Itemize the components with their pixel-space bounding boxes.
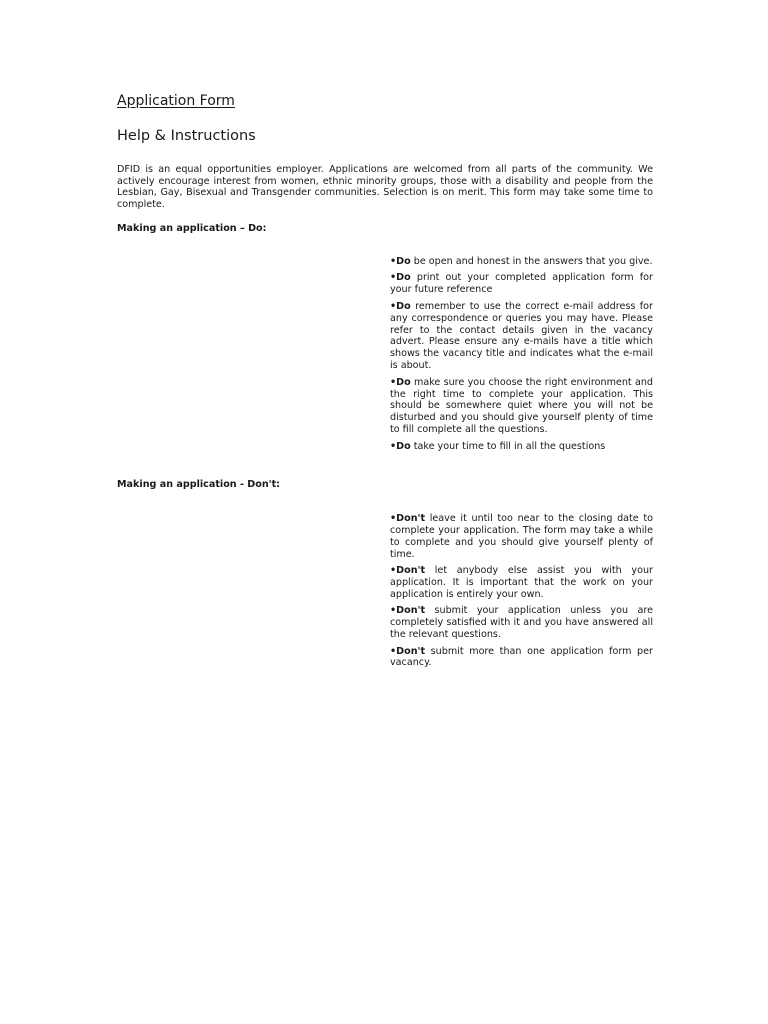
do-list [390,256,653,457]
dont-item [390,605,653,641]
dont-section-heading: Making an application - Don't: [117,479,281,490]
bullet-icon: • [390,645,397,657]
do-item-text: remember to use the correct e-mail address for any correspondence or queries you may have. Please refer to the contact details given in the vacancy advert. Please ensure any e-mails have a title which shows the vacancy title and indicates what the e-mail is about. [390,300,653,372]
do-section-heading: Making an application – Do: [117,223,267,234]
bullet-icon: • [390,300,397,312]
do-item-lead: Do [396,256,411,267]
do-item-text: take your time to fill in all the questions [410,440,606,452]
do-item [390,441,653,453]
bullet-icon: • [390,272,397,284]
dont-item-lead: Don't [396,605,426,617]
dont-item-text: submit your application unless you are completely satisfied with it and you have answered all the relevant questions. [390,605,653,641]
do-item-text: make sure you choose the right environment and the right time to complete your application. This should be somewhere quiet where you will not be disturbed and you should give yourself plenty of time to fill complete all the questions. [390,376,653,436]
dont-list [390,513,653,674]
do-item-text: be open and honest in the answers that you give. [410,256,653,267]
dont-item [390,646,653,670]
do-item-lead: Do [396,300,411,312]
intro-paragraph: DFID is an equal opportunities employer. Applications are welcomed from all parts of the community. We actively encourage interest from women, ethnic minority groups, those with a disability and people from the Lesbian, Gay, Bisexual and Transgender communities. Selection is on merit. This form may take some time to complete. [117,164,653,210]
page-title: Application Form [117,93,235,109]
page-subtitle: Help & Instructions [117,128,256,144]
bullet-icon: • [390,605,397,617]
dont-item-lead: Don't [396,513,426,524]
dont-item-text: submit more than one application form per vacancy. [390,645,653,669]
dont-item-lead: Don't [396,565,426,577]
bullet-icon: • [390,565,397,577]
do-item-lead: Do [396,376,411,388]
do-item-lead: Do [396,440,411,452]
bullet-icon: • [390,376,397,388]
dont-item [390,513,653,561]
do-item [390,272,653,296]
dont-item-lead: Don't [396,645,426,657]
dont-item-text: leave it until too near to the closing date to complete your application. The form may take a while to complete and you should give yourself plenty of time. [390,513,653,560]
bullet-icon: • [390,513,397,524]
do-item [390,377,653,437]
do-item-lead: Do [396,272,411,284]
do-item-text: print out your completed application form for your future reference [390,272,653,296]
dont-item-text: let anybody else assist you with your application. It is important that the work on your application is entirely your own. [390,565,653,600]
bullet-icon: • [390,440,397,452]
do-item [390,301,653,372]
do-item [390,256,653,268]
bullet-icon: • [390,256,397,267]
dont-item [390,565,653,601]
